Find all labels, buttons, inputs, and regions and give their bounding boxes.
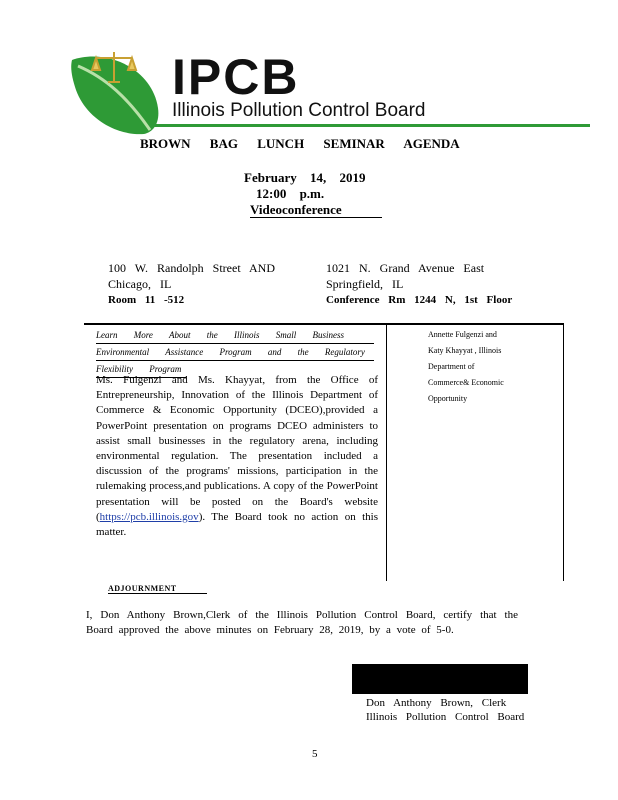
item-title-line: Learn More About the Illinois Small Business [96, 327, 374, 344]
ipcb-leaf-logo [66, 48, 166, 136]
presenter-line: Annette Fulgenzi and [428, 330, 497, 339]
signature-redaction [352, 664, 528, 694]
presenter-line: Commerce& Economic [428, 378, 504, 387]
signature-block [366, 696, 524, 724]
chicago-address: 100 W. Randolph Street AND [108, 261, 275, 275]
item-title-line: Flexibility Program [96, 361, 186, 378]
springfield-address: 1021 N. Grand Avenue East [326, 261, 485, 275]
springfield-room: Conference Rm 1244 N, 1st Floor [326, 294, 513, 306]
presenters [428, 327, 530, 407]
clerk-title: Illinois Pollution Control Board [366, 711, 525, 723]
board-website-link[interactable]: https://pcb.illinois.gov [99, 510, 199, 523]
table-column-divider [386, 325, 387, 581]
item-body-text: Ms. Fulgenzi and Ms. Khayyat, from the Office of Entrepreneurship, Innovation of the Illinois Department of Commerce & Economic Opportunity (DCEO),provided a PowerPoint presentation on programs DCEO administers to assist small businesses in the regulatory arena, including environmental regulation. The presentation included a discussion of the programs' missions, participation in the rulemaking process,and publications. A copy of the PowerPoint presentation will be posted on the Board's website ( [96, 374, 378, 523]
meeting-time: 12:00 p.m. [256, 186, 325, 201]
presenter-line: Department of [428, 362, 475, 371]
presenter-line: Katy Khayyat , Illinois [428, 346, 502, 355]
presenter-line: Opportunity [428, 394, 468, 403]
letterhead-rule [150, 124, 590, 127]
meeting-format: Videoconference [244, 202, 382, 218]
certification-statement: I, Don Anthony Brown,Clerk of the Illinois Pollution Control Board, certify that the Board approved the above minutes on February 28, 2019, by a vote of 5-0. [86, 609, 518, 636]
item-title [96, 327, 376, 378]
location-springfield [326, 260, 512, 308]
item-body-text-end: ). The Board took no action on this matter. [96, 510, 378, 539]
location-chicago [108, 260, 275, 308]
item-description [96, 373, 378, 540]
page-number: 5 [312, 748, 318, 760]
meeting-datetime [244, 170, 382, 218]
ipcb-wordmark: IPCB [172, 49, 300, 105]
board-name: Illinois Pollution Control Board [172, 100, 426, 121]
table-top-border [84, 323, 564, 325]
adjournment-heading: ADJOURNMENT [108, 584, 207, 594]
meeting-date: February 14, 2019 [244, 170, 366, 185]
clerk-name: Don Anthony Brown, Clerk [366, 697, 507, 709]
table-right-border [563, 323, 564, 581]
item-title-line: Environmental Assistance Program and the Regulatory [96, 344, 374, 361]
springfield-city: Springfield, IL [326, 277, 404, 291]
chicago-city: Chicago, IL [108, 277, 172, 291]
agenda-title: BROWN BAG LUNCH SEMINAR AGENDA [140, 136, 460, 151]
chicago-room: Room 11 -512 [108, 294, 185, 306]
